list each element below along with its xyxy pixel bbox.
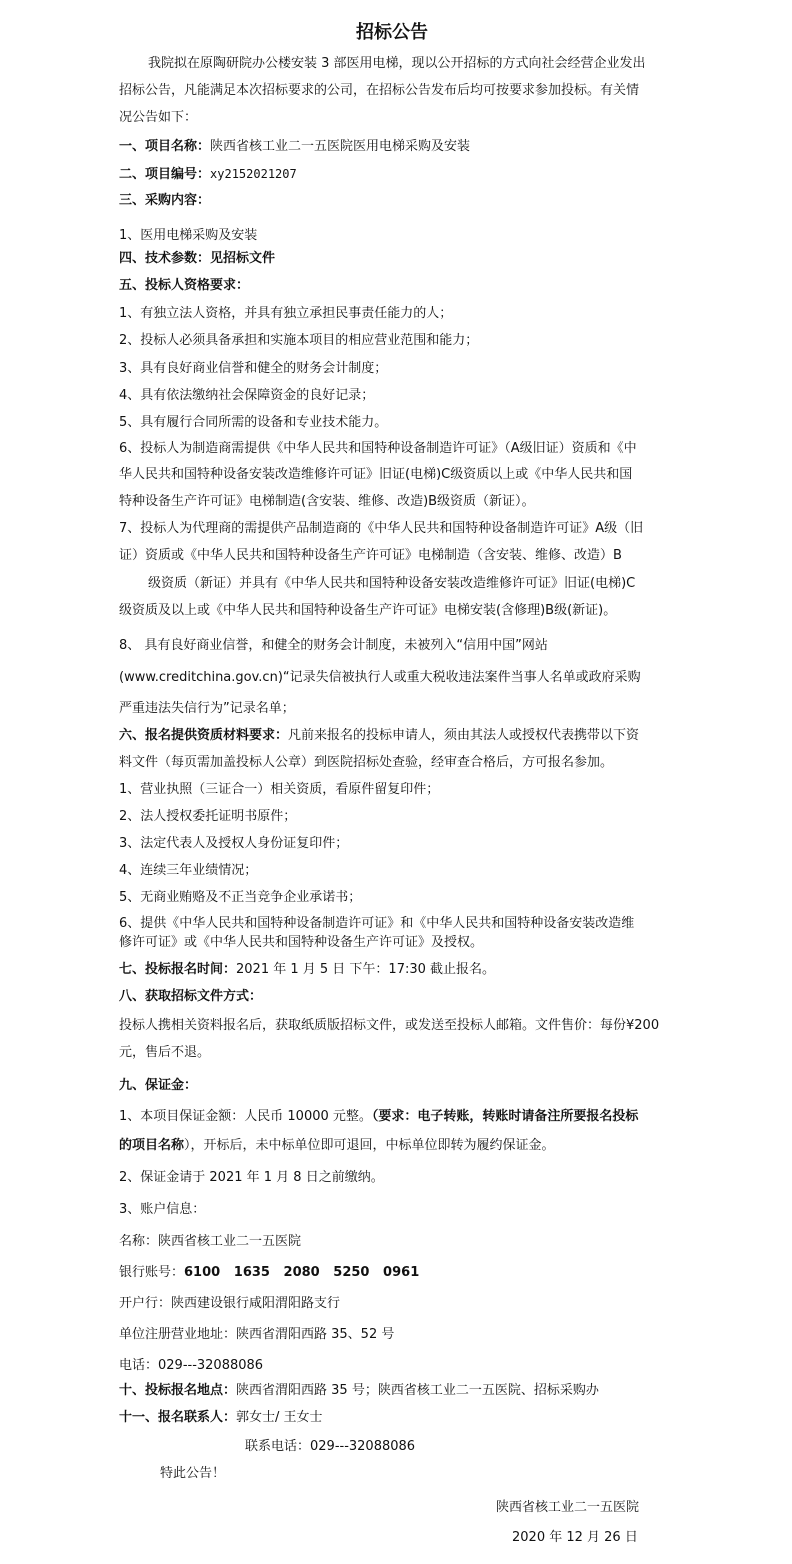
- list-item: 1、有独立法人资格，并具有独立承担民事责任能力的人；: [119, 306, 453, 321]
- section-label: 九、保证金：: [119, 1078, 198, 1093]
- intro-line: 招标公告，凡能满足本次招标要求的公司，在招标公告发布后均可按要求参加投标。有关情: [119, 83, 640, 98]
- signature: 陕西省核工业二一五医院: [496, 1500, 640, 1515]
- section-label: 一、项目名称：: [119, 139, 211, 154]
- list-item: 3、具有良好商业信誉和健全的财务会计制度；: [119, 361, 388, 376]
- intro-line: 况公告如下：: [119, 110, 198, 125]
- list-item: 8、 具有良好商业信誉，和健全的财务会计制度，未被列入“信用中国”网站: [119, 638, 548, 653]
- intro-line: 我院拟在原陶研院办公楼安装 3 部医用电梯，现以公开招标的方式向社会经营企业发出: [148, 56, 646, 71]
- section-project-name: [119, 139, 470, 155]
- section-registration-time: [119, 962, 495, 978]
- list-item: 1、医用电梯采购及安装: [119, 228, 258, 243]
- date: 2020 年 12 月 26 日: [512, 1530, 638, 1545]
- section-label: 二、项目编号：: [119, 167, 211, 182]
- list-item: 7、投标人为代理商的需提供产品制造商的《中华人民共和国特种设备制造许可证》A级（旧: [119, 521, 644, 536]
- section-label: 四、技术参数：见招标文件: [119, 251, 276, 266]
- deposit-line: [119, 1138, 555, 1154]
- list-item: 4、具有依法缴纳社会保障资金的良好记录；: [119, 388, 375, 403]
- account-number-value: 6100 1635 2080 5250 0961: [184, 1265, 420, 1280]
- deposit-line: [119, 1109, 638, 1125]
- account-number: [119, 1265, 419, 1281]
- list-item: 特种设备生产许可证》电梯制造(含安装、维修、改造)B级资质（新证）。: [119, 494, 535, 509]
- deposit-amount: 1、本项目保证金额：人民币 10000 元整。: [119, 1109, 372, 1124]
- list-item: 6、提供《中华人民共和国特种设备制造许可证》和《中华人民共和国特种设备安装改造维: [119, 916, 635, 931]
- section-label: 十、投标报名地点：: [119, 1383, 237, 1398]
- section-value: 2021 年 1 月 5 日 下午：17:30 截止报名。: [236, 962, 496, 977]
- list-item: 5、具有履行合同所需的设备和专业技术能力。: [119, 415, 388, 430]
- list-item: 3、账户信息：: [119, 1202, 206, 1217]
- list-item: (www.creditchina.gov.cn)“记录失信被执行人或重大税收违法案件当事人名单或政府采购: [119, 670, 641, 685]
- section-value: 凡前来报名的投标申请人，须由其法人或授权代表携带以下资: [288, 728, 640, 743]
- list-item: 4、连续三年业绩情况；: [119, 863, 258, 878]
- list-item: 2、保证金请于 2021 年 1 月 8 日之前缴纳。: [119, 1170, 384, 1185]
- list-item: 5、无商业贿赂及不正当竞争企业承诺书；: [119, 890, 362, 905]
- list-item: 2、法人授权委托证明书原件；: [119, 809, 297, 824]
- section-contact: [119, 1410, 323, 1426]
- page-title: 招标公告: [356, 22, 428, 43]
- deposit-note: ），开标后，未中标单位即可退回，中标单位即转为履约保证金。: [184, 1138, 555, 1153]
- phone: 电话：029---32088086: [119, 1358, 264, 1373]
- list-item: 元，售后不退。: [119, 1045, 211, 1060]
- section-value: 陕西省渭阳西路 35 号；陕西省核工业二一五医院、招标采购办: [236, 1383, 599, 1398]
- list-item: 投标人携相关资料报名后，获取纸质版招标文件，或发送至投标人邮箱。文件售价：每份¥200: [119, 1018, 660, 1033]
- company-address: 单位注册营业地址：陕西省渭阳西路 35、52 号: [119, 1327, 395, 1342]
- list-item: 级资质及以上或《中华人民共和国特种设备生产许可证》电梯安装(含修理)B级(新证)。: [119, 603, 617, 618]
- account-name: 名称：陕西省核工业二一五医院: [119, 1234, 302, 1249]
- closing-text: 特此公告！: [160, 1466, 226, 1481]
- section-project-number: [119, 166, 297, 183]
- list-item: 6、投标人为制造商需提供《中华人民共和国特种设备制造许可证》（A级旧证）资质和《中: [119, 441, 637, 456]
- section-value: xy2152021207: [210, 167, 297, 181]
- list-item: 修许可证》或《中华人民共和国特种设备生产许可证》及授权。: [119, 935, 484, 950]
- list-item: 华人民共和国特种设备安装改造维修许可证》旧证(电梯)C级资质以上或《中华人民共和国: [119, 467, 633, 482]
- list-item: 1、营业执照（三证合一）相关资质，看原件留复印件；: [119, 782, 440, 797]
- section-label: 六、报名提供资质材料要求：: [119, 728, 289, 743]
- deposit-requirement: 的项目名称: [119, 1138, 185, 1153]
- section-materials: [119, 728, 639, 744]
- section-value: 郭女士/ 王女士: [236, 1410, 323, 1425]
- section-label: 十一、报名联系人：: [119, 1410, 237, 1425]
- list-item: 证）资质或《中华人民共和国特种设备生产许可证》电梯制造（含安装、维修、改造）B: [119, 548, 622, 563]
- list-item: 3、法定代表人及授权人身份证复印件；: [119, 836, 349, 851]
- section-label: 七、投标报名时间：: [119, 962, 237, 977]
- bank-name: 开户行：陕西建设银行咸阳渭阳路支行: [119, 1296, 341, 1311]
- list-item: 严重违法失信行为”记录名单；: [119, 701, 295, 716]
- section-location: [119, 1383, 599, 1399]
- account-number-label: 银行账号：: [119, 1265, 185, 1280]
- contact-phone: 联系电话：029---32088086: [245, 1439, 416, 1454]
- list-item: 2、投标人必须具备承担和实施本项目的相应营业范围和能力；: [119, 333, 479, 348]
- section-value: 陕西省核工业二一五医院医用电梯采购及安装: [210, 139, 471, 154]
- section-label: 五、投标人资格要求：: [119, 278, 250, 293]
- list-item: 料文件（每页需加盖投标人公章）到医院招标处查验，经审查合格后，方可报名参加。: [119, 755, 614, 770]
- list-item: 级资质（新证）并具有《中华人民共和国特种设备安装改造维修许可证》旧证(电梯)C: [148, 576, 636, 591]
- section-label: 八、获取招标文件方式：: [119, 989, 263, 1004]
- section-label: 三、采购内容：: [119, 193, 211, 208]
- deposit-requirement: （要求：电子转账，转账时请备注所要报名投标: [371, 1109, 639, 1124]
